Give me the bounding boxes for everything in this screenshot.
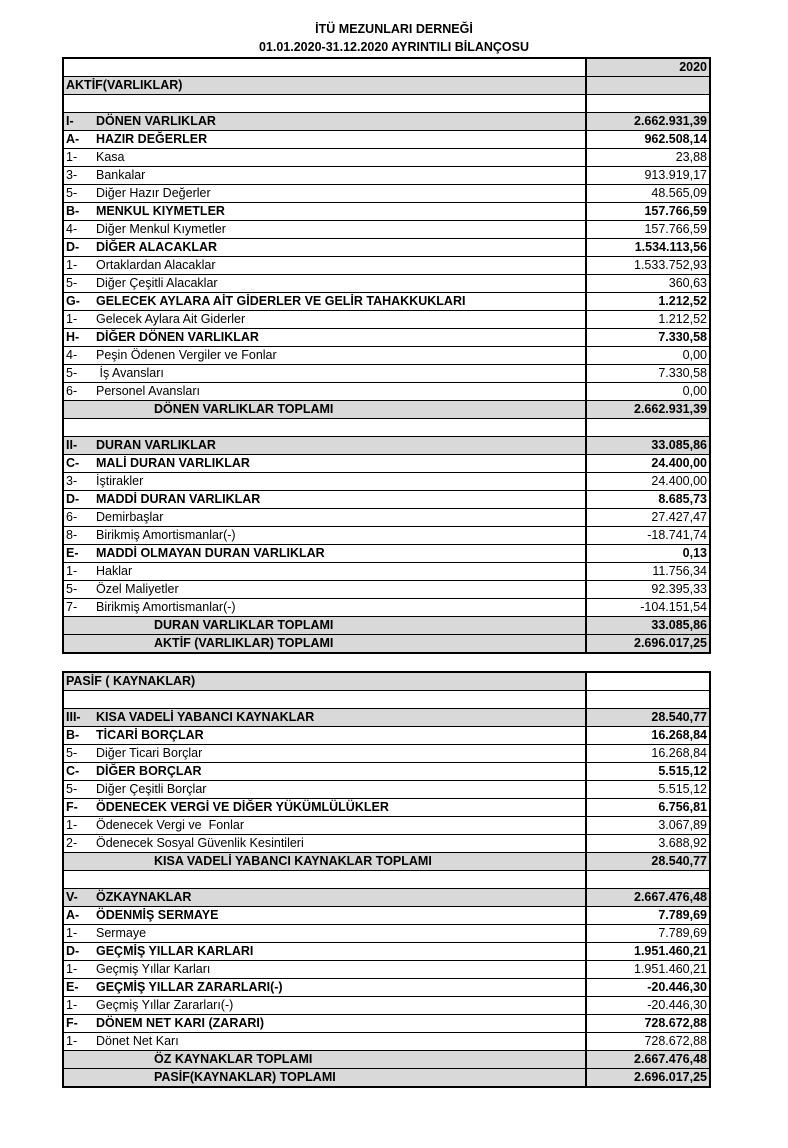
row-label-cell — [63, 275, 586, 293]
pasif-heading-amount — [586, 672, 710, 691]
row-label-cell — [63, 293, 586, 311]
balance-row — [63, 185, 710, 203]
row-label: DÖNEN VARLIKLAR TOPLAMI — [154, 402, 334, 416]
total-row — [63, 635, 710, 654]
blank-cell — [63, 691, 586, 709]
row-code: A- — [66, 908, 80, 922]
row-code: D- — [66, 492, 80, 506]
balance-row — [63, 383, 710, 401]
row-amount: 7.330,58 — [586, 365, 710, 383]
blank-row — [63, 419, 710, 437]
row-label-cell — [63, 1033, 586, 1051]
row-label: GEÇMİŞ YILLAR KARLARI — [96, 944, 254, 958]
row-label-cell — [63, 817, 586, 835]
balance-row — [63, 907, 710, 925]
row-amount: 33.085,86 — [586, 437, 710, 455]
row-label: Ortaklardan Alacaklar — [96, 258, 216, 272]
row-label-cell — [63, 509, 586, 527]
balance-row — [63, 347, 710, 365]
row-code: E- — [66, 546, 79, 560]
row-code: 1- — [66, 926, 78, 940]
row-label: Kasa — [96, 150, 125, 164]
row-code: 5- — [66, 276, 78, 290]
row-label: Sermaye — [96, 926, 147, 940]
row-label: MENKUL KIYMETLER — [96, 204, 225, 218]
row-amount: 27.427,47 — [586, 509, 710, 527]
row-amount: 728.672,88 — [586, 1015, 710, 1033]
row-label-cell — [63, 781, 586, 799]
blank-cell — [63, 419, 586, 437]
row-code: V- — [66, 890, 78, 904]
row-label: Diğer Çeşitli Borçlar — [96, 782, 207, 796]
balance-row — [63, 1015, 710, 1033]
balance-row — [63, 113, 710, 131]
row-amount: 2.662.931,39 — [586, 113, 710, 131]
row-amount: 16.268,84 — [586, 745, 710, 763]
balance-row — [63, 997, 710, 1015]
row-amount — [586, 871, 710, 889]
row-label-cell — [63, 545, 586, 563]
row-amount: 7.789,69 — [586, 907, 710, 925]
row-amount: 1.533.752,93 — [586, 257, 710, 275]
row-amount — [586, 95, 710, 113]
row-label: ÖZ KAYNAKLAR TOPLAMI — [154, 1052, 313, 1066]
row-label-cell — [63, 745, 586, 763]
balance-row — [63, 329, 710, 347]
row-amount: 962.508,14 — [586, 131, 710, 149]
total-row — [63, 1051, 710, 1069]
balance-row — [63, 257, 710, 275]
balance-row — [63, 149, 710, 167]
row-amount: 360,63 — [586, 275, 710, 293]
row-amount: 1.212,52 — [586, 311, 710, 329]
row-label-cell — [63, 943, 586, 961]
row-label-cell — [63, 167, 586, 185]
row-label: Gelecek Aylara Ait Giderler — [96, 312, 246, 326]
row-label: Diğer Menkul Kıymetler — [96, 222, 226, 236]
balance-row — [63, 961, 710, 979]
row-amount: -20.446,30 — [586, 997, 710, 1015]
balance-row — [63, 745, 710, 763]
row-code: D- — [66, 944, 80, 958]
row-label-cell — [63, 311, 586, 329]
row-code: C- — [66, 456, 80, 470]
balance-row — [63, 763, 710, 781]
row-amount: 2.667.476,48 — [586, 889, 710, 907]
row-label: DİĞER DÖNEN VARLIKLAR — [96, 330, 259, 344]
row-label-cell — [63, 455, 586, 473]
row-code: 3- — [66, 474, 78, 488]
row-amount — [586, 691, 710, 709]
row-amount: 7.330,58 — [586, 329, 710, 347]
row-label-cell — [63, 907, 586, 925]
row-label: Geçmiş Yıllar Zararları(-) — [96, 998, 234, 1012]
row-amount: 24.400,00 — [586, 473, 710, 491]
blank-cell — [63, 95, 586, 113]
row-code: G- — [66, 294, 80, 308]
row-code: 5- — [66, 782, 78, 796]
row-label-cell — [63, 727, 586, 745]
total-row — [63, 1069, 710, 1088]
row-code: 6- — [66, 510, 78, 524]
balance-row — [63, 491, 710, 509]
row-code: III- — [66, 710, 81, 724]
balance-row — [63, 727, 710, 745]
row-label-cell — [63, 763, 586, 781]
row-label: ÖZKAYNAKLAR — [96, 890, 192, 904]
row-label-cell — [63, 961, 586, 979]
row-label: Peşin Ödenen Vergiler ve Fonlar — [96, 348, 277, 362]
row-label: İştirakler — [96, 474, 144, 488]
row-label-cell — [63, 347, 586, 365]
balance-row — [63, 293, 710, 311]
row-amount: 1.212,52 — [586, 293, 710, 311]
row-label-cell — [63, 1069, 586, 1088]
row-code: 1- — [66, 1034, 78, 1048]
document-title: İTÜ MEZUNLARI DERNEĞİ — [315, 22, 473, 36]
row-amount: 7.789,69 — [586, 925, 710, 943]
row-code: 4- — [66, 222, 78, 236]
row-amount: -104.151,54 — [586, 599, 710, 617]
row-amount: 0,13 — [586, 545, 710, 563]
row-label-cell — [63, 239, 586, 257]
row-code: 1- — [66, 564, 78, 578]
balance-row — [63, 817, 710, 835]
row-label: DURAN VARLIKLAR — [96, 438, 216, 452]
row-amount: 11.756,34 — [586, 563, 710, 581]
blank-row — [63, 95, 710, 113]
row-label-cell — [63, 599, 586, 617]
balance-row — [63, 599, 710, 617]
row-label: İş Avansları — [96, 366, 164, 380]
row-label-cell — [63, 581, 586, 599]
row-label-cell — [63, 889, 586, 907]
row-amount: -20.446,30 — [586, 979, 710, 997]
row-code: II- — [66, 438, 78, 452]
row-label-cell — [63, 185, 586, 203]
balance-row — [63, 167, 710, 185]
aktif-heading: AKTİF(VARLIKLAR) — [63, 77, 586, 95]
year-header: 2020 — [586, 58, 710, 77]
balance-row — [63, 527, 710, 545]
total-row — [63, 401, 710, 419]
row-label: GEÇMİŞ YILLAR ZARARLARI(-) — [96, 980, 283, 994]
row-amount: 2.696.017,25 — [586, 1069, 710, 1088]
aktif-heading-amount — [586, 77, 710, 95]
row-amount: 5.515,12 — [586, 763, 710, 781]
row-label-cell — [63, 1051, 586, 1069]
row-label: PASİF(KAYNAKLAR) TOPLAMI — [154, 1070, 336, 1084]
total-row — [63, 853, 710, 871]
row-amount: 157.766,59 — [586, 221, 710, 239]
row-amount: 3.688,92 — [586, 835, 710, 853]
row-label-cell — [63, 365, 586, 383]
pasif-heading: PASİF ( KAYNAKLAR) — [63, 672, 586, 691]
row-label: Diğer Çeşitli Alacaklar — [96, 276, 218, 290]
balance-row — [63, 365, 710, 383]
row-amount: 3.067,89 — [586, 817, 710, 835]
row-label: KISA VADELİ YABANCI KAYNAKLAR TOPLAMI — [154, 854, 432, 868]
row-code: 3- — [66, 168, 78, 182]
row-label: AKTİF (VARLIKLAR) TOPLAMI — [154, 636, 334, 650]
row-label: Birikmiş Amortismanlar(-) — [96, 528, 236, 542]
balance-row — [63, 581, 710, 599]
row-amount: 92.395,33 — [586, 581, 710, 599]
row-code: B- — [66, 728, 80, 742]
row-code: 1- — [66, 258, 78, 272]
row-label: Personel Avansları — [96, 384, 200, 398]
blank-row — [63, 691, 710, 709]
row-label: DURAN VARLIKLAR TOPLAMI — [154, 618, 334, 632]
balance-row — [63, 221, 710, 239]
row-code: 8- — [66, 528, 78, 542]
row-code: 1- — [66, 962, 78, 976]
row-code: 4- — [66, 348, 78, 362]
row-amount: 24.400,00 — [586, 455, 710, 473]
row-amount: 28.540,77 — [586, 853, 710, 871]
row-code: 1- — [66, 150, 78, 164]
balance-row — [63, 563, 710, 581]
row-code: 5- — [66, 186, 78, 200]
document-subtitle: 01.01.2020-31.12.2020 AYRINTILI BİLANÇOSU — [258, 40, 530, 54]
row-label-cell — [63, 1015, 586, 1033]
row-amount: 48.565,09 — [586, 185, 710, 203]
row-amount: 728.672,88 — [586, 1033, 710, 1051]
year-header-blank — [63, 58, 586, 77]
row-code: 5- — [66, 366, 78, 380]
row-code: F- — [66, 800, 78, 814]
row-code: A- — [66, 132, 80, 146]
blank-row — [63, 871, 710, 889]
row-label: KISA VADELİ YABANCI KAYNAKLAR — [96, 710, 315, 724]
row-label-cell — [63, 131, 586, 149]
balance-row — [63, 131, 710, 149]
row-amount: 2.696.017,25 — [586, 635, 710, 654]
row-amount: 6.756,81 — [586, 799, 710, 817]
row-label-cell — [63, 257, 586, 275]
row-code: 6- — [66, 384, 78, 398]
row-label-cell — [63, 979, 586, 997]
row-code: I- — [66, 114, 74, 128]
row-label-cell — [63, 835, 586, 853]
row-label-cell — [63, 925, 586, 943]
row-label-cell — [63, 473, 586, 491]
row-label: DİĞER BORÇLAR — [96, 764, 202, 778]
row-label: Diğer Hazır Değerler — [96, 186, 211, 200]
balance-row — [63, 509, 710, 527]
row-label: DÖNEN VARLIKLAR — [96, 114, 216, 128]
row-amount: 23,88 — [586, 149, 710, 167]
row-label: TİCARİ BORÇLAR — [96, 728, 204, 742]
balance-row — [63, 889, 710, 907]
balance-row — [63, 835, 710, 853]
row-code: C- — [66, 764, 80, 778]
row-amount: -18.741,74 — [586, 527, 710, 545]
row-label-cell — [63, 617, 586, 635]
row-code: E- — [66, 980, 79, 994]
row-code: H- — [66, 330, 80, 344]
row-code: 1- — [66, 818, 78, 832]
row-label-cell — [63, 527, 586, 545]
row-amount: 33.085,86 — [586, 617, 710, 635]
row-code: 5- — [66, 746, 78, 760]
row-label-cell — [63, 799, 586, 817]
row-code: B- — [66, 204, 80, 218]
row-label: MALİ DURAN VARLIKLAR — [96, 456, 250, 470]
row-amount: 913.919,17 — [586, 167, 710, 185]
balance-row — [63, 799, 710, 817]
balance-row — [63, 781, 710, 799]
row-amount: 16.268,84 — [586, 727, 710, 745]
row-label: Geçmiş Yıllar Karları — [96, 962, 211, 976]
row-label-cell — [63, 853, 586, 871]
row-label: Dönet Net Karı — [96, 1034, 179, 1048]
row-code: 1- — [66, 312, 78, 326]
blank-cell — [63, 871, 586, 889]
row-label-cell — [63, 329, 586, 347]
balance-row — [63, 545, 710, 563]
balance-row — [63, 943, 710, 961]
row-label: Özel Maliyetler — [96, 582, 179, 596]
row-code: F- — [66, 1016, 78, 1030]
row-label: DÖNEM NET KARI (ZARARI) — [96, 1016, 265, 1030]
row-label-cell — [63, 437, 586, 455]
row-label: GELECEK AYLARA AİT GİDERLER VE GELİR TAHAKKUKLARI — [96, 294, 466, 308]
balance-row — [63, 311, 710, 329]
row-label: DİĞER ALACAKLAR — [96, 240, 218, 254]
balance-row — [63, 203, 710, 221]
balance-row — [63, 979, 710, 997]
aktif-table — [62, 57, 711, 654]
row-label: Demirbaşlar — [96, 510, 164, 524]
row-amount: 157.766,59 — [586, 203, 710, 221]
row-label-cell — [63, 113, 586, 131]
row-code: D- — [66, 240, 80, 254]
balance-row — [63, 709, 710, 727]
row-amount: 0,00 — [586, 383, 710, 401]
row-amount — [586, 419, 710, 437]
row-label-cell — [63, 635, 586, 654]
row-code: 7- — [66, 600, 78, 614]
row-amount: 8.685,73 — [586, 491, 710, 509]
row-amount: 1.951.460,21 — [586, 943, 710, 961]
row-label-cell — [63, 709, 586, 727]
balance-row — [63, 925, 710, 943]
row-label: Haklar — [96, 564, 133, 578]
row-code: 2- — [66, 836, 78, 850]
row-label-cell — [63, 401, 586, 419]
row-label-cell — [63, 149, 586, 167]
pasif-table — [62, 671, 711, 1088]
balance-row — [63, 437, 710, 455]
row-label: ÖDENECEK VERGİ VE DİĞER YÜKÜMLÜLÜKLER — [96, 800, 389, 814]
row-amount: 1.951.460,21 — [586, 961, 710, 979]
row-label-cell — [63, 491, 586, 509]
row-label: Ödenecek Vergi ve Fonlar — [96, 818, 244, 832]
row-label: Birikmiş Amortismanlar(-) — [96, 600, 236, 614]
total-row — [63, 617, 710, 635]
row-label: Bankalar — [96, 168, 146, 182]
row-label: MADDİ OLMAYAN DURAN VARLIKLAR — [96, 546, 325, 560]
balance-row — [63, 455, 710, 473]
row-label: Diğer Ticari Borçlar — [96, 746, 203, 760]
row-amount: 0,00 — [586, 347, 710, 365]
balance-row — [63, 275, 710, 293]
row-amount: 5.515,12 — [586, 781, 710, 799]
balance-row — [63, 1033, 710, 1051]
row-code: 5- — [66, 582, 78, 596]
row-amount: 28.540,77 — [586, 709, 710, 727]
row-label: MADDİ DURAN VARLIKLAR — [96, 492, 261, 506]
row-label-cell — [63, 383, 586, 401]
row-label-cell — [63, 221, 586, 239]
balance-row — [63, 239, 710, 257]
row-amount: 2.667.476,48 — [586, 1051, 710, 1069]
row-label-cell — [63, 563, 586, 581]
row-label: HAZIR DEĞERLER — [96, 132, 208, 146]
balance-row — [63, 473, 710, 491]
row-label-cell — [63, 997, 586, 1015]
row-code: 1- — [66, 998, 78, 1012]
row-label: ÖDENMİŞ SERMAYE — [96, 908, 219, 922]
row-label: Ödenecek Sosyal Güvenlik Kesintileri — [96, 836, 304, 850]
row-amount: 1.534.113,56 — [586, 239, 710, 257]
row-amount: 2.662.931,39 — [586, 401, 710, 419]
row-label-cell — [63, 203, 586, 221]
